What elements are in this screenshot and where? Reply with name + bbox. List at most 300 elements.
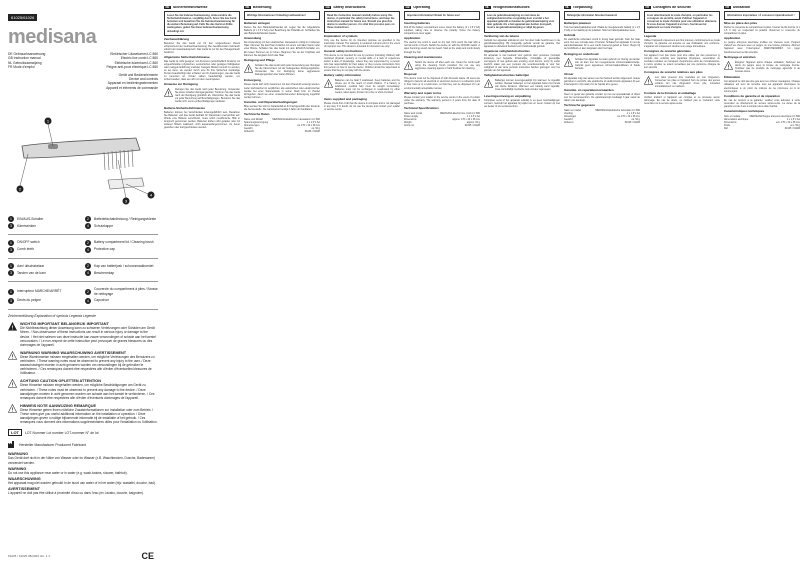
important-note: Lisez attentivement le mode d'emploi, en particulier les consignes de sécurité, avant d'utiliser l'appareil et conservez le mode d'emploi pour une utilisation ultérieure. Si vous donnez l'appareil à un tiers, fournissez-lui également ce mode d'emploi. <box>644 11 720 32</box>
inline-warning <box>484 79 560 93</box>
section-heading: Nettoyage et entretien <box>724 54 756 59</box>
section-text: Éteignez l'appareil après chaque utilisation. Nettoyez les dents du peigne avec la brosse de nettoyage fournie. N'utilisez pas de produits de nettoyage agressifs ni de brosses dures. <box>735 60 800 73</box>
specs-label: Naam en model <box>564 108 581 112</box>
column-heading-text: Operating <box>413 6 431 9</box>
section-text: This device must not be disposed of with domestic waste. All users are obliged to hand in all electrical or electronic devices to a collection point in their town or to a retail store, so that they can be disposed of in an environmentally acceptable manner. <box>404 77 480 90</box>
callout-item <box>85 247 158 253</box>
section-title: Apparaat en bedieningselementen <box>107 81 158 86</box>
callouts-nl <box>8 263 158 276</box>
callout-number: 2 <box>85 263 91 269</box>
section-text: Cet appareil n'est pas prévu pour être utilisé par des personnes (y compris des enfants) aux capacités physiques, sensorielles ou mentales réduites ou manquant d'expérience et/ou de connaissances, à moins qu'elles ne soient surveillées par une personne chargée de leur sécurité. <box>644 53 720 69</box>
language-column-de <box>244 6 320 562</box>
specs-heading: Technische gegevens <box>564 102 595 107</box>
water-warning-body: Das Gerät darf nicht in der Nähe von Wasser oder im Wasser (z.B. Waschbecken, Dusche, Badewanne) verwendet werden. <box>8 456 156 465</box>
specs-table <box>564 109 640 124</box>
section-text: Reinigen Sie das Gerät nach jeder Benutzung. Verwenden Sie keine scharfen Reinigungsmittel. Trocknen Sie das Gerät nach der Reinigung gründlich ab. Überprüfen Sie das Gerät vor jeder Benutzung auf Beschädigungen. Benutzen Sie das Gerät nicht, wenn es Beschädigungen aufweist. <box>175 88 240 104</box>
section-text: Gebruik het apparaat uitsluitend voor het doel zoals beschreven in de gebruiksaanwijzing. Bij oneigenlijk gebruik vervalt de garantie. Het apparaat is uitsluitend bedoeld voor huishoudelijk gebruik. <box>484 38 560 48</box>
specs-table <box>724 115 800 130</box>
specs-value: 1 x 1,5 V AA <box>306 120 320 124</box>
specs-heading: Technical Specifications <box>404 105 439 110</box>
section-text: Ziehen Sie den Batteriefachdeckel ab. Legen Sie die mitgelieferte Batterie (1 x 1,5 V AA) unter Beachtung der Polarität ein. Schließen Sie den Batteriefachdeckel wieder. <box>244 26 320 36</box>
callout-item <box>85 298 158 304</box>
svg-text:!: ! <box>327 82 330 89</box>
water-warning-title: WARNUNG <box>8 452 29 457</box>
section-heading: Conditions de garantie et de réparation <box>724 93 780 98</box>
section-text: Pull off the battery compartment cover. Insert the battery (1 x 1.5 V AA) supplied, taking care to observe the polarity. Close the battery compartment cover again. <box>404 26 480 36</box>
section-title: Device and controls <box>129 77 158 82</box>
svg-text:!: ! <box>727 64 730 70</box>
specs-label: Dimensions <box>404 117 417 121</box>
language-column-nl <box>564 6 640 562</box>
symbol-warning-body: Diese Hinweise müssen eingehalten werden, um mögliche Beschädigungen am Gerät zu verhindern. / These notes must be observed to prevent any damage to the device. / Deze aanwijzingen moeten in acht genomen worden om schade aan het toestel te verhinderen. / Ces remarques doivent être respectées afin d'éviter d'éventuels dommages de l'appareil. <box>20 383 155 400</box>
callout-item <box>8 240 81 246</box>
section-heading: Garantie- und Reparaturbedingungen <box>244 99 298 104</box>
warning-triangle-icon <box>644 76 653 85</box>
section-text: Retirez le couvercle du compartiment à piles. Insérez la pile fournie (1 x 1,5 V AA) en respectant la polarité. Refermez le couvercle du compartiment à piles. <box>724 26 800 36</box>
titles-right-extra <box>82 73 158 91</box>
language-column-fr <box>724 6 800 562</box>
section-heading: Application <box>724 36 741 41</box>
inline-warning <box>244 64 320 78</box>
specs-value: env. 170 x 40 x 38 mm <box>775 120 800 124</box>
section-heading: Allgemeine Sicherheitshinweise <box>164 54 210 59</box>
callout-item <box>85 240 158 246</box>
specs-label: Power supply <box>404 114 419 118</box>
inline-warning <box>724 61 800 75</box>
water-warning-title: AVERTISSEMENT <box>8 486 40 491</box>
specs-value: approx. 170 x 40 x 38 mm <box>452 117 480 121</box>
section-text: The electric lice comb is used on dry hair. First comb the hair with a normal comb or brush. Switch the device on with the ON/OFF switch. A quiet humming sound can be heard. Start at the scalp and comb slowly through the hair. <box>404 41 480 54</box>
column-heading <box>164 6 240 9</box>
column-heading-text: Utilisation <box>732 6 751 9</box>
callout-item <box>8 298 81 304</box>
section-heading: Zeichenerklärung <box>164 36 190 41</box>
callout-item <box>85 216 158 222</box>
callouts-de <box>8 216 158 229</box>
callout-label: Kämmzinken <box>17 223 37 228</box>
section-text: Cet appareil ne doit pas être jeté avec les ordures ménagères. Chaque utilisateur est tenu de remettre tous les appareils électriques ou électroniques à un point de collecte de sa commune ou à un commerçant. <box>724 80 800 93</box>
column-heading-text: Consignes de sécurité <box>652 6 692 9</box>
specs-row <box>404 124 480 127</box>
callout-label: Aan/ uitschakelaar <box>17 263 45 268</box>
warning-triangle-icon <box>8 379 17 388</box>
water-warning <box>8 452 158 464</box>
callout-item <box>85 263 158 269</box>
callout-marker-2: 2 <box>18 186 22 192</box>
section-heading: Leveringsomvang en verpakking <box>484 93 531 98</box>
section-heading: Items supplied and packaging <box>324 96 367 101</box>
device-illustration <box>8 94 158 214</box>
specs-table <box>244 118 320 133</box>
column-heading <box>404 6 480 9</box>
warning-triangle-icon <box>724 61 733 70</box>
section-heading: Cleaning and maintenance <box>404 54 443 59</box>
specs-value: 61025 / 61026 <box>624 120 640 124</box>
callout-number: 1 <box>8 263 14 269</box>
specs-value: 1 x 1,5 V AA <box>786 117 800 121</box>
callout-label: Tanden van de kam <box>17 270 46 275</box>
section-heading: Batterijen plaatsen <box>564 21 591 26</box>
column-heading-text: Toepassing <box>572 6 593 9</box>
callout-number: 1 <box>8 240 14 246</box>
language-flag: NL <box>485 6 490 9</box>
section-text: Neem in geval van garantie contact op met uw speciaalzaak of direct met het servicecentrum. De garantietermijn bedraagt 3 jaar vanaf de datum van aankoop. <box>564 92 640 102</box>
specs-heading: Caractéristiques techniques <box>724 108 765 113</box>
inline-warning <box>644 76 720 90</box>
callout-item <box>85 223 158 229</box>
section-heading: General safety instructions <box>324 48 363 53</box>
section-heading: Mise en place des piles <box>724 21 758 26</box>
language-flag: FR <box>645 6 650 9</box>
specs-label: Abmessungen <box>244 124 260 127</box>
callout-label: Capuchon <box>94 298 110 303</box>
factory-icon <box>8 441 16 448</box>
section-text: Utilisez l'appareil uniquement aux fins prévues, conformément au mode d'emploi. La garantie est annulée en cas d'utilisation non conforme. L'appareil est uniquement destiné à un usage domestique. <box>644 38 720 48</box>
section-heading: Batterie-Sicherheitshinweise <box>164 106 206 111</box>
callout-label: Couvercle du compartiment à piles / Brosse de nettoyage <box>94 286 158 296</box>
specs-label: Weight <box>404 120 412 124</box>
section-text: Benutzen Sie das Gerät nur für den vorgesehenen Zweck entsprechend der Gebrauchsanweisung. Bei zweckfremdem Gebrauch erlischt der Garantieanspruch. Das Gerät ist nur für den Hausgebrauch bestimmt. <box>164 41 240 54</box>
section-heading: Inserting batteries <box>404 21 431 26</box>
column-heading-text: Safety Instructions <box>333 6 366 9</box>
section-heading: Consignes de sécurité relatives aux piles <box>644 69 703 74</box>
inline-warning <box>164 88 240 105</box>
callout-label: Dents du peigne <box>17 298 42 303</box>
top-code: 61025/61026 <box>8 14 37 21</box>
section-heading: Disposal <box>404 72 417 77</box>
callout-number: 4 <box>85 270 91 276</box>
manufacturer-row <box>8 441 158 448</box>
footer-code: 61025 / 61026 08/2020 Ver. 1.1 <box>8 554 50 558</box>
product-title: Electric lice comb LC 860 <box>120 56 158 61</box>
manufacturer-text: Hersteller Manufacturer Producent Fabricant <box>19 442 86 447</box>
specs-label: Alimentation électrique <box>724 117 749 121</box>
section-heading: Explanation of symbols <box>324 33 358 38</box>
symbol-warning-text <box>20 404 158 424</box>
callout-item <box>8 247 81 253</box>
specs-value: 1 x 1,5 V AA <box>626 111 640 115</box>
svg-text:!: ! <box>247 67 250 73</box>
product-title: Peigne anti-poux électrique LC 860 <box>106 65 158 70</box>
section-text: Controleer eerst of het apparaat volledig is en geen beschadigingen vertoont. Gebruik het apparaat bij twijfel niet en neem contact op met uw dealer of uw servicecentrum. <box>484 98 560 108</box>
section-text: Please check first of all that the device is complete and is not damaged in any way. If in doubt, do not use the device and contact your retailer or service centre. <box>324 101 400 112</box>
important-note: Important information! Retain for future use! <box>404 11 480 20</box>
specs-label: Gewicht <box>244 127 253 131</box>
section-text: Vérifiez d'abord si l'appareil est complet et ne présente aucun dommage. En cas de doute, ne l'utilisez pas et contactez votre revendeur ou le service après-vente. <box>644 95 720 105</box>
callout-number: 2 <box>85 289 91 295</box>
warning-triangle-icon <box>164 88 173 97</box>
svg-text:!: ! <box>567 61 570 67</box>
callout-label: EIN/AUS-Schalter <box>17 216 44 221</box>
specs-label: Nom et modèle <box>724 114 741 118</box>
specs-value: env. 52 g <box>790 124 800 127</box>
language-column-nl <box>484 6 560 562</box>
section-heading: Entsorgung <box>244 78 261 83</box>
language-flag: NL <box>565 6 570 9</box>
specs-label: Name and model <box>404 111 423 115</box>
water-warning-body: Het apparaat mag niet worden gebruikt in de buurt van water of in het water (bijv. wastafel, douche, bad). <box>8 480 156 485</box>
section-heading: Algemene veiligheidsinstructies <box>484 48 530 53</box>
svg-text:!: ! <box>11 382 14 389</box>
section-text: Bitte wenden Sie sich im Garantiefall an Ihr Fachgeschäft oder direkt an die Servicestelle. Die Garantiezeit beträgt 3 Jahre ab Kaufdatum. <box>244 104 320 111</box>
callout-marker-3: 3 <box>124 198 128 204</box>
language-flag: FR <box>725 6 730 9</box>
symbol-warning-body: Diese Hinweise geben Ihnen nützliche Zusatzinformationen zur Installation oder zum Betrieb. / These notes give you useful additional information on the installation or operation. / Deze aanwijzingen geven u nuttige bijkomende informatie bij de installatie of het gebruik. / Ces remarques vous donnent des informations supplémentaires utiles pour l'installation ou l'utilisation. <box>20 407 158 425</box>
water-warning <box>8 487 158 495</box>
section-text: Le peigne anti-poux électrique s'utilise sur cheveux secs. Peignez d'abord les cheveux avec un peigne ou une brosse ordinaire. Allumez l'appareil avec l'interrupteur MARCHE/ARRÊT. Un léger bourdonnement se fait entendre. <box>724 41 800 54</box>
callout-item <box>8 263 81 269</box>
section-heading: Application <box>404 36 421 41</box>
section-heading: Afvoer <box>564 72 574 77</box>
manual-title: NL Gebruiksaanwijzing <box>8 60 42 65</box>
callout-marker-4: 4 <box>149 192 153 198</box>
water-warning <box>8 477 158 485</box>
section-text: This device is not intended for use by persons (including children) with restricted physical, sensory or mental skills or a lack of experience and/or a lack of knowledge, unless they are supervised by a person who has responsibility for their safety or they receive instructions from this person on how to use the device. Children should be supervised to ensure that they do not play with the device. <box>324 53 400 72</box>
inline-warning <box>564 58 640 72</box>
callout-item <box>85 270 158 276</box>
callout-number: 2 <box>85 240 91 246</box>
symbol-warning-body: Die Nichtbeachtung dieser Anweisung kann zu schweren Verletzungen oder Schäden am Gerät führen. / Non-observance of these instructions can result in serious injury or damage to the device. / Het niet naleven van deze instructie kan zware verwondingen of schade aan het toestel veroorzaken. / Le non-respect de cette instruction peut provoquer de graves blessures ou des dommages de l'appareil. <box>20 326 156 347</box>
section-heading: Consignes de sécurité générales <box>644 48 691 53</box>
symbol-warning-title: HINWEIS NOTE AANWIJZING REMARQUE <box>20 403 97 408</box>
warning-triangle-icon <box>8 404 17 413</box>
svg-text:!: ! <box>11 325 14 332</box>
callout-label: Protective cap <box>94 247 115 252</box>
section-text: Die Anwendung mit dem elektrischen Läusekamm erfolgt im trockenen Haar. Kämmen Sie das Haar zunächst mit einem normalen Kamm oder einer Bürste. Schalten Sie das Gerät mit dem EIN/AUS-Schalter ein. Ein leises Summen ist zu hören. Beginnen Sie an der Kopfhaut und kämmen Sie langsam durch das Haar. <box>244 41 320 57</box>
svg-text:!: ! <box>407 64 410 70</box>
symbol-warning-text <box>20 379 158 399</box>
section-heading: Légende <box>644 33 657 38</box>
inline-warning <box>404 61 480 72</box>
specs-label: Réf. <box>724 127 729 131</box>
callout-item <box>85 287 158 297</box>
specs-label: Spannungsversorgung <box>244 120 269 124</box>
symbol-warning <box>8 351 158 376</box>
section-text: Batterijen kunnen levensgevaarlijk zijn wanneer ze ingeslikt worden. Bewaar batterijen en het apparaat buiten het bereik van kleine kinderen. Wanneer een batterij werd ingeslikt, moet onmiddellijk medische hulp worden ingeroepen. <box>495 79 560 92</box>
specs-value: MEDISANA Elektrische luizenkam LC 860 <box>595 108 640 112</box>
important-note: Wichtige Informationen! Unbedingt aufbewahren! <box>244 11 320 20</box>
callout-label: Interrupteur MARCHE/ARRÊT <box>17 289 62 294</box>
language-column-de <box>164 6 240 562</box>
section-text: Switch the device off after each use. Clean the comb teeth using the cleaning brush provided. Do not use any aggressive cleaning agents or hard brushes for cleaning. <box>415 60 480 70</box>
product-title: Elektrischer Läusekamm LC 860 <box>110 52 158 56</box>
warning-triangle-icon <box>484 79 493 88</box>
callouts-gb <box>8 240 158 253</box>
specs-heading: Technische Daten <box>244 111 270 116</box>
important-note: Lesen Sie die Gebrauchsanweisung, insbesondere die Sicherheitshinweise, sorgfältig durch, bevor Sie das Gerät benutzen und bewahren Sie die Gebrauchsanweisung für die weitere Benutzung auf. Falls Sie das Gerät an Dritte weitergeben, geben Sie diese Gebrauchsanweisung unbedingt mit. <box>164 11 240 36</box>
symbol-warning-title: WICHTIG IMPORTANT BELANGRIJK IMPORTANT <box>20 322 109 327</box>
section-heading: Élimination <box>724 75 741 80</box>
callout-label: Kap van batterijvak / schoonmaakborstel <box>94 263 154 268</box>
specs-table <box>404 112 480 127</box>
legend-title: Zeichenerklärung Explanation of symbols Legenda Légende <box>8 314 96 319</box>
svg-text:!: ! <box>647 79 650 86</box>
warning-triangle-icon <box>244 64 253 73</box>
ce-mark: CE <box>141 551 154 561</box>
manual-title: FR Mode d'emploi <box>8 65 35 70</box>
warning-triangle-icon <box>564 58 573 67</box>
column-heading <box>244 6 320 9</box>
symbol-warning-text <box>20 322 158 347</box>
callout-label: ON/OFF switch <box>17 240 40 245</box>
language-flag: GB <box>325 6 330 9</box>
lot-text: LOT-Nummer Lot number LOT-nummer N° de lot <box>25 430 99 435</box>
warning-triangle-icon <box>8 322 17 331</box>
callout-marker-1: 1 <box>46 118 50 124</box>
water-warning-text <box>8 477 156 485</box>
section-heading: Gebruik <box>564 33 576 38</box>
specs-value: MEDISANA Peigne anti-poux électrique LC 860 <box>749 114 800 118</box>
section-title: Appareil et éléments de commande <box>106 85 158 90</box>
section-text: Schalten Sie das Gerät nach jeder Anwendung aus. Reinigen Sie die Kämmzinken mit der beiliegenden Reinigungsbürste. Verwenden Sie zur Reinigung keine aggressiven Reinigungsmittel oder harten Bürsten. <box>255 63 320 76</box>
section-text: Trek het batterijvakdeksel eraf. Plaats de meegeleverde batterij (1 x 1,5 V AA) en let daarbij op de polariteit. Sluit het batterijvakdeksel weer. <box>564 26 640 33</box>
specs-label: Artikel-Nr. <box>244 130 255 134</box>
warning-triangle-icon <box>404 61 413 70</box>
symbol-warning-text <box>20 351 158 376</box>
warning-triangle-icon <box>8 351 17 360</box>
section-text: Batterien können bei Verschlucken lebensgefährlich sein. Bewahren Sie Batterien und das Gerät deshalb für Kleinkinder unerreichbar auf. Wurde eine Batterie verschluckt, muss sofort medizinische Hilfe in Anspruch genommen werden. Batterien dürfen nicht geladen oder mit anderen Mitteln reaktiviert, nicht auseinandergenommen, ins Feuer geworfen oder kurzgeschlossen werden. <box>164 111 240 130</box>
section-title: Gerät und Bedienelemente <box>118 72 158 77</box>
section-heading: Contenu de la livraison et emballage <box>644 90 697 95</box>
column-heading <box>324 6 400 9</box>
language-column-gb <box>324 6 400 562</box>
callout-number: 1 <box>8 216 14 222</box>
callout-item <box>8 287 81 297</box>
language-column-gb <box>404 6 480 562</box>
language-flag: DE <box>245 6 250 9</box>
inline-warning <box>324 79 400 96</box>
important-note: Lees de gebruiksaanwijzing en met name de veiligheidsinstructies zorgvuldig door voordat u het apparaat gebruikt en bewaar de gebruiksaanwijzing voor later gebruik. Als u het apparaat aan derden doorgeeft, moet u de gebruiksaanwijzing er altijd bij geven. <box>484 11 560 32</box>
column-heading-text: Bedienung <box>252 6 272 9</box>
manual-titles <box>8 52 158 70</box>
specs-value: 61025 / 61026 <box>464 124 480 127</box>
symbol-warning-body: Diese Warnhinweise müssen eingehalten werden, um mögliche Verletzungen des Benutzers zu verhindern. / These warning notes must be observed to prevent any injury to the user. / Deze waarschuwingen moeten in acht genomen worden om verwondingen bij de gebruiker te verhinderen. / Ces remarques doivent être respectées afin d'éviter d'éventuelles blessures de l'utilisateur. <box>20 354 155 376</box>
specs-value: MEDISANA Elektrischer Läusekamm LC 860 <box>272 117 320 121</box>
section-text: Schakel het apparaat na ieder gebruik uit. Reinig de tanden van de kam met het meegeleverde schoonmaakborsteltje. Gebruik geen agressieve schoonmaakmiddelen of harde borstels. <box>575 57 640 70</box>
symbol-warnings <box>8 322 158 424</box>
symbol-warning-title: ACHTUNG CAUTION OPLETTEN ATTENTION <box>20 379 101 384</box>
column-heading-text: Sicherheitshinweise <box>172 6 208 9</box>
column-heading <box>724 6 800 9</box>
section-text: En cas de recours à la garantie, veuillez vous adresser à votre revendeur ou directement au service après-vente. La durée de la garantie est de 3 ans à compter de la date d'achat. <box>724 98 800 108</box>
svg-text:!: ! <box>11 407 14 413</box>
section-text: Les piles peuvent être mortelles en cas d'ingestion. Conservez les piles et l'appareil hors de portée des jeunes enfants. En cas d'ingestion d'une pile, consultez immédiatement un médecin. <box>655 76 720 89</box>
svg-text:!: ! <box>487 82 490 89</box>
water-warning-text <box>8 467 128 475</box>
section-heading: Anwendung <box>244 36 262 41</box>
column-heading <box>644 6 720 9</box>
specs-value: 61025 / 61026 <box>304 130 320 134</box>
specs-label: Name und Modell <box>244 117 263 121</box>
callout-item <box>8 216 81 222</box>
specs-value: 61025 / 61026 <box>784 127 800 131</box>
specs-label: Article no. <box>404 124 415 127</box>
svg-text:!: ! <box>11 354 14 360</box>
specs-label: Afmetingen <box>564 114 577 118</box>
symbol-warning <box>8 404 158 424</box>
column-heading <box>564 6 640 9</box>
callout-label: Beschermkap <box>94 270 115 275</box>
callout-label: Batteriefachabdeckung / Reinigungsbürste <box>94 216 157 221</box>
water-warning-title: WAARSCHUWING <box>8 476 41 481</box>
specs-label: Dimensions <box>724 120 737 124</box>
specs-label: Artikel-nr. <box>564 120 575 124</box>
section-text: Dit apparaat mag niet samen met het huisvuil worden afgevoerd. Iedere gebruiker is verplicht, alle elektrische of elektronische apparaten bij een inzamelpunt in zijn stad of in de handel af te geven. <box>564 77 640 87</box>
section-text: Batteries can be fatal if swallowed. Keep batteries and the device out of the reach of small children. If a battery is swallowed, medical help must be sought immediately. Batteries must not be recharged or reactivated by other means, taken apart, thrown into a fire or short-circuited. <box>335 79 400 95</box>
specs-value: ca. 52 g <box>311 127 320 131</box>
device-controls-titles <box>8 73 158 91</box>
specs-value: ca. 52 g <box>631 117 640 121</box>
specs-row <box>724 127 800 130</box>
water-warning-body: Do not use this appliance near water or in water (e.g. wash-basins, shower, bathtub). <box>8 470 128 475</box>
callout-number: 1 <box>8 289 14 295</box>
section-heading: Batterien einlegen <box>244 21 271 26</box>
titles-right <box>82 52 158 70</box>
callout-number: 3 <box>8 247 14 253</box>
section-text: Please contact your retailer or the service centre in the event of a claim under the warranty. The warranty period is 3 years from the date of purchase. <box>404 95 480 105</box>
svg-text:!: ! <box>167 91 170 98</box>
manual-title: GB Instruction manual <box>8 56 41 61</box>
callout-number: 3 <box>8 223 14 229</box>
callout-number: 3 <box>8 298 14 304</box>
manual-title: DE Gebrauchsanweisung <box>8 52 46 56</box>
column-heading <box>484 6 560 9</box>
water-warning-text <box>8 452 158 464</box>
specs-value: ca. 170 x 40 x 38 mm <box>297 124 320 127</box>
water-warning-title: WARNING <box>8 466 27 471</box>
specs-label: Voeding <box>564 111 573 115</box>
section-heading: Battery safety information <box>324 73 362 78</box>
specs-value: 1 x 1.5 V AA <box>466 114 480 118</box>
callout-label: Schutzkappe <box>94 223 114 228</box>
callout-number: 2 <box>85 216 91 222</box>
section-text: Dieses Gerät darf nicht zusammen mit dem Hausmüll entsorgt werden. Jeder Verbraucher ist verpflichtet, alle elektrischen oder elektronischen Geräte bei einer Sammelstelle in seiner Stadt bzw. im Handel abzugeben, damit sie einer umweltschonenden Entsorgung zugeführt werden können. <box>244 83 320 99</box>
section-heading: Verklaring van de tekens <box>484 33 520 38</box>
column-heading-text: Veiligheidsinstructies <box>492 6 530 9</box>
section-heading: Reiniging en onderhoud <box>564 51 599 56</box>
water-warning <box>8 467 158 475</box>
section-text: Only use the device for its intended purpose as specified in the instruction manual. The warranty is rendered null and void in the event of improper use. This device is intended for domestic use only. <box>324 38 400 48</box>
warning-triangle-icon <box>324 79 333 88</box>
section-text: De elektrische luizenkam wordt in droog haar gebruikt. Kam het haar eerst met een normale kam of borstel. Schakel het apparaat in met de aan/uitschakelaar. Er is een zacht zoemend geluid te horen. Begin bij de hoofdhuid en kam langzaam door het haar. <box>564 38 640 51</box>
language-flag: DE <box>165 6 170 9</box>
specs-value: approx. 52 g <box>466 120 480 124</box>
lice-comb-illustration <box>8 94 158 214</box>
important-note: Read the instruction manual carefully before using this device, in particular the safety instructions, and keep the instruction manual for future use. Should you give this device to another person, it is vital that you also pass on these instructions. <box>324 11 400 32</box>
callout-item <box>8 223 81 229</box>
lot-row <box>8 429 158 436</box>
callout-item <box>8 270 81 276</box>
callout-number: 3 <box>8 270 14 276</box>
callout-legend <box>8 216 158 304</box>
titles-left <box>8 52 80 70</box>
callout-number: 4 <box>85 247 91 253</box>
section-heading: Reinigung und Pflege <box>244 57 275 62</box>
specs-row <box>244 130 320 133</box>
symbol-warning-title: WARNUNG WARNING WAARSCHUWING AVERTISSEMENT <box>20 350 127 355</box>
specs-row <box>564 121 640 124</box>
specs-value: MEDISANA Electric lice comb LC 860 <box>440 111 480 115</box>
callout-label: Battery compartment lid / Cleaning brush <box>94 240 154 245</box>
water-warning-text <box>8 487 144 495</box>
language-flag: GB <box>405 6 410 9</box>
product-title: Elektrische luizenkam LC 860 <box>114 60 158 65</box>
specs-value: ca. 170 x 40 x 38 mm <box>617 114 640 118</box>
cover-column <box>8 6 158 562</box>
callout-label: Comb teeth <box>17 247 35 252</box>
section-heading: Hinweise zur Reinigung <box>164 82 198 87</box>
callout-number: 4 <box>85 223 91 229</box>
